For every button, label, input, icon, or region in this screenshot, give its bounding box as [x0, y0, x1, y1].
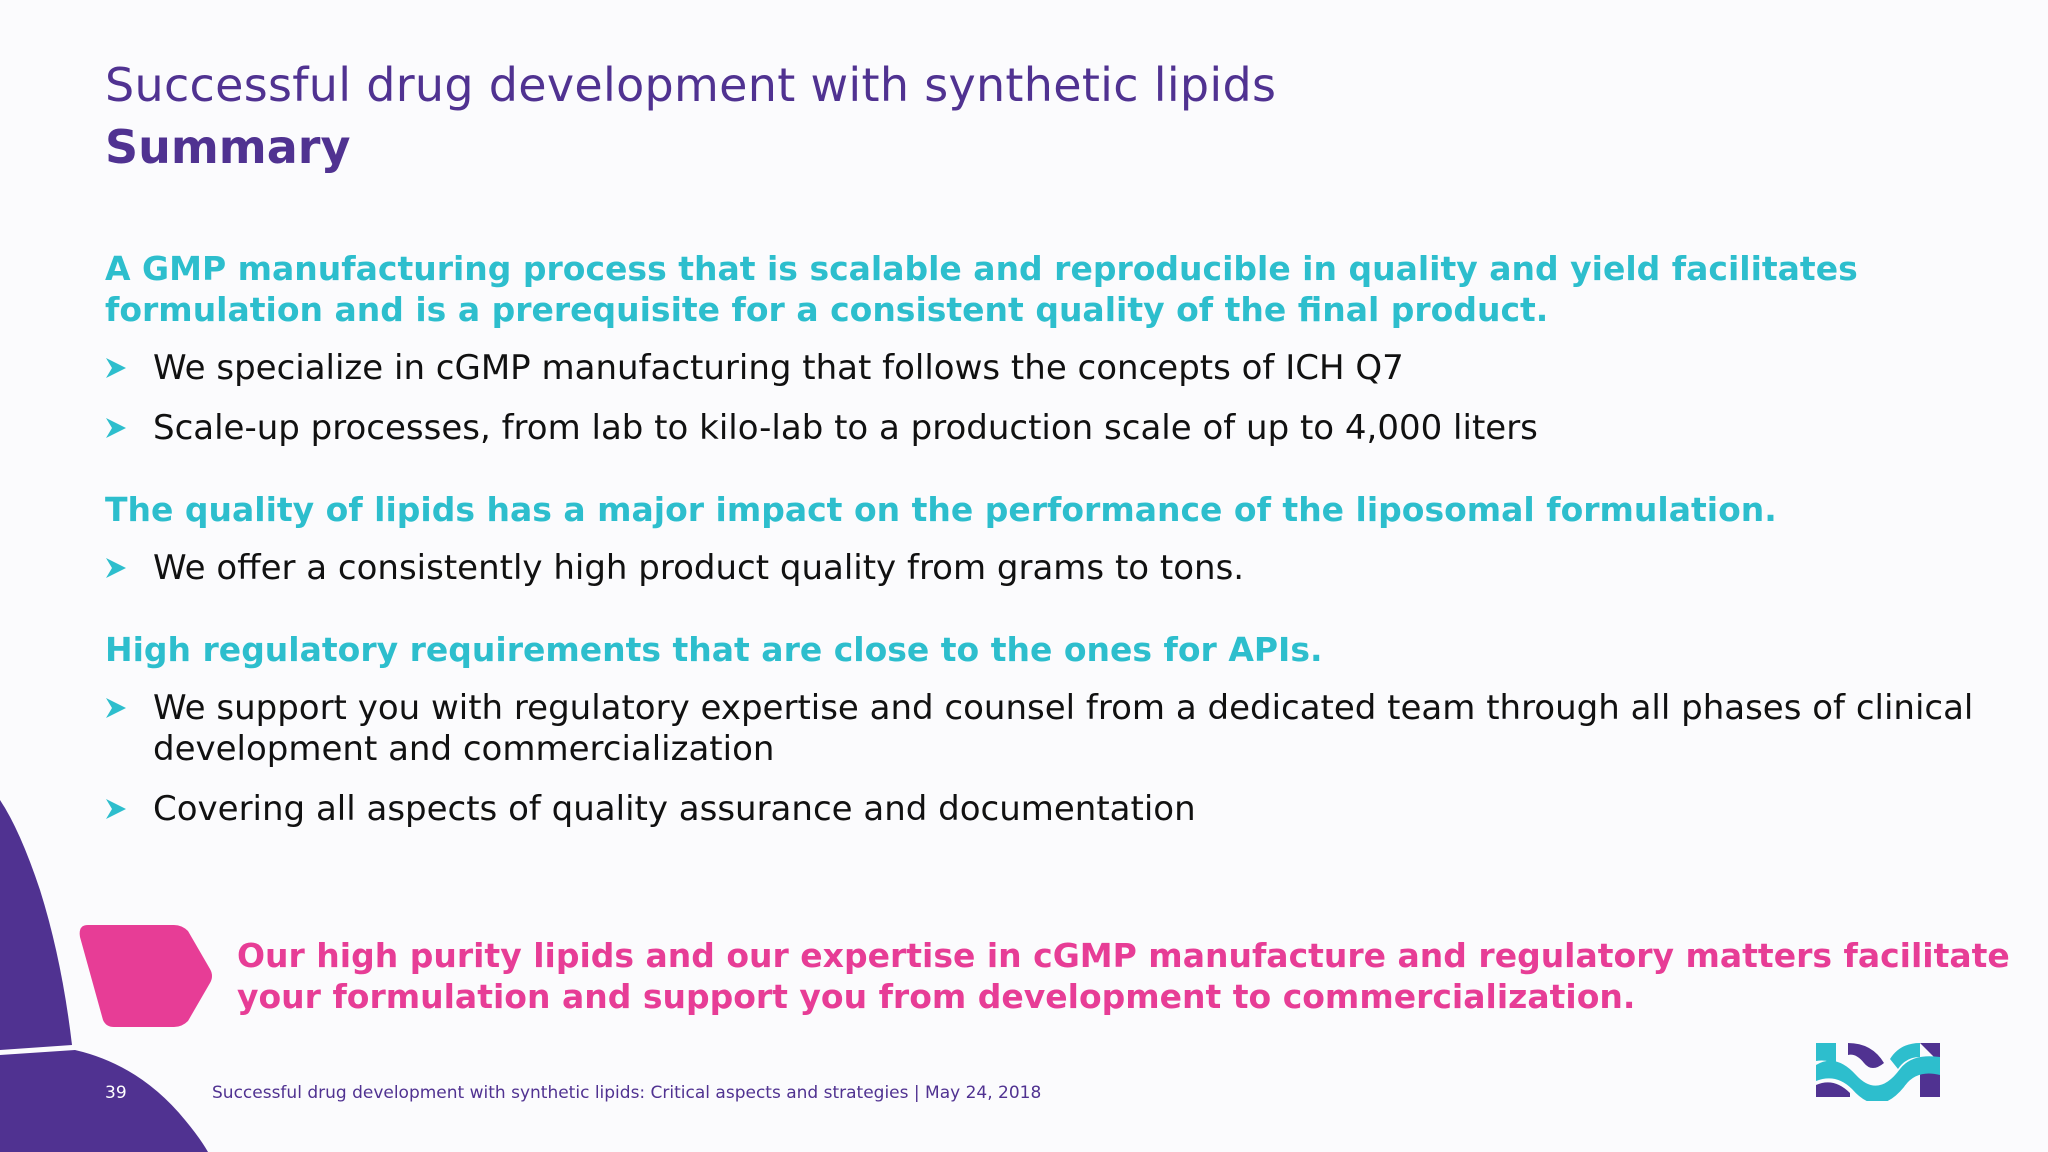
section-heading: The quality of lipids has a major impact on the performance of the liposomal formulation. [105, 490, 1777, 529]
section-heading: High regulatory requirements that are close to the ones for APIs. [105, 630, 1323, 669]
slide-content [105, 248, 1985, 870]
bullet-text: Scale-up processes, from lab to kilo-lab to a production scale of up to 4,000 liters [153, 408, 1538, 448]
bullet-list [105, 548, 1985, 589]
bullet-text: We support you with regulatory expertise and counsel from a dedicated team through all phases of clinical development and commercialization [153, 688, 1974, 769]
page-number: 39 [105, 1083, 127, 1103]
bullet-text: We specialize in cGMP manufacturing that follows the concepts of ICH Q7 [153, 348, 1404, 388]
section-regulatory [105, 629, 1985, 830]
footer-text: Successful drug development with synthetic lipids: Critical aspects and strategies | May 24, 2018 [212, 1083, 1042, 1103]
bullet-item [105, 548, 1985, 589]
arrowhead-bullet-icon [105, 557, 127, 579]
section-quality [105, 489, 1985, 589]
callout-text: Our high purity lipids and our expertise in cGMP manufacture and regulatory matters facilitate your formulation and support you from development to commercialization. [237, 936, 2010, 1016]
bullet-list [105, 348, 1985, 449]
bullet-item [105, 408, 1985, 449]
arrowhead-bullet-icon [105, 417, 127, 439]
bullet-text: Covering all aspects of quality assurance and documentation [153, 789, 1196, 829]
arrowhead-bullet-icon [105, 697, 127, 719]
section-heading: A GMP manufacturing process that is scalable and reproducible in quality and yield facilitates formulation and is a prerequisite for a consistent quality of the final product. [105, 249, 1858, 329]
bullet-text: We offer a consistently high product quality from grams to tons. [153, 548, 1245, 588]
bullet-item [105, 348, 1985, 389]
slide-subtitle: Summary [105, 120, 351, 174]
slide-title: Successful drug development with synthetic lipids [105, 58, 1277, 112]
bullet-item [105, 688, 1985, 770]
bullet-item [105, 789, 1985, 830]
company-logo-icon [1812, 1035, 1944, 1101]
bullet-list [105, 688, 1985, 830]
arrowhead-bullet-icon [105, 357, 127, 379]
section-manufacturing [105, 248, 1985, 449]
